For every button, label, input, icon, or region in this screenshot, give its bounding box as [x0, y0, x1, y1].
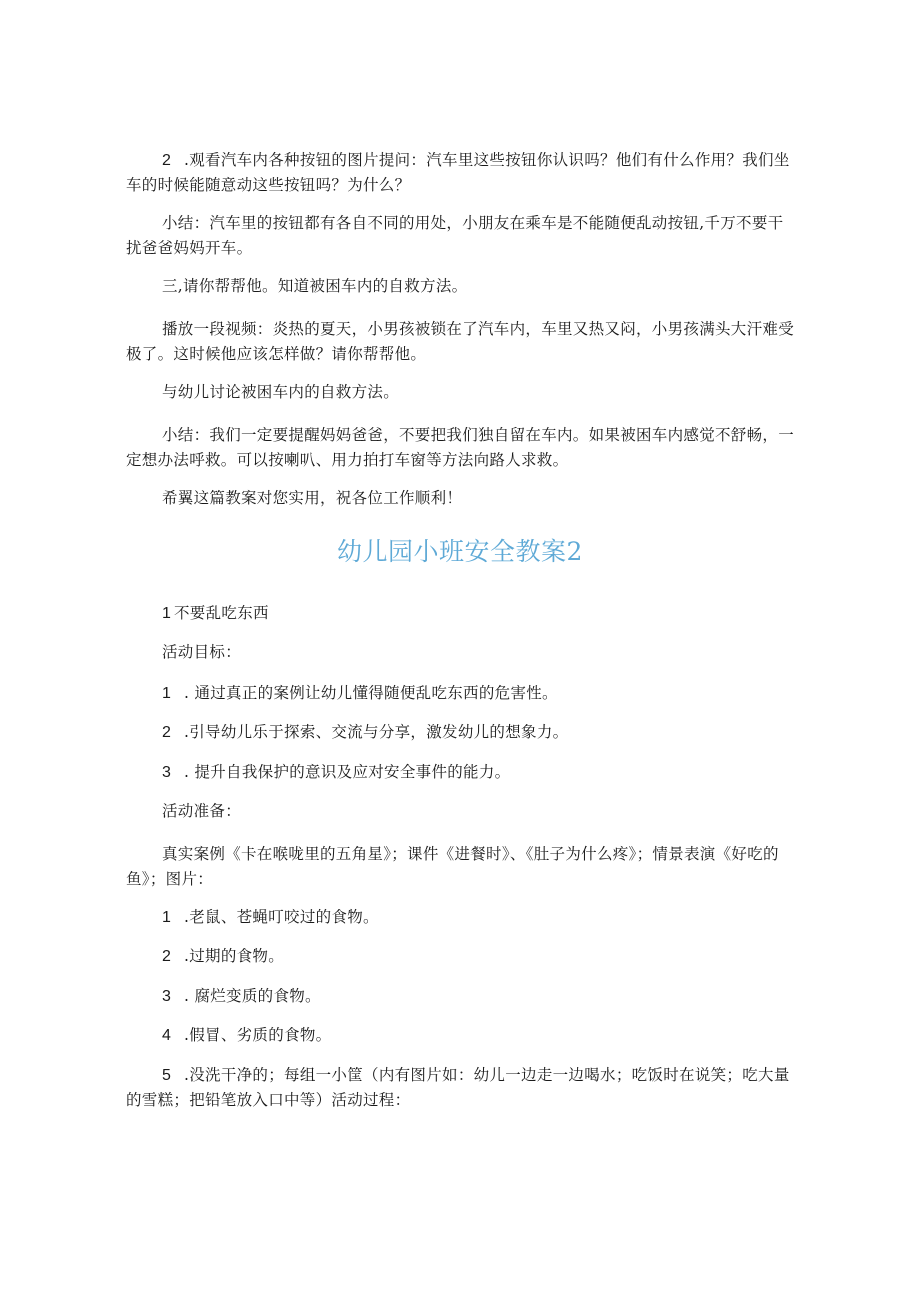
list-number: 2: [162, 724, 172, 741]
list-number: 1: [162, 605, 172, 622]
goal-text: . 提升自我保护的意识及应对安全事件的能力。: [184, 763, 511, 781]
paragraph-discuss: 与幼儿讨论被困车内的自救方法。: [162, 383, 400, 401]
material-text: .假冒、劣质的食物。: [184, 1026, 332, 1044]
goal-item: [126, 760, 798, 785]
material-item: [126, 1063, 798, 1113]
paragraph-video: 播放一段视频：炎热的夏天，小男孩被锁在了汽车内，车里又热又闷，小男孩满头大汗难受极了。这时候他应该怎样做？请你帮帮他。: [126, 320, 795, 363]
list-number: 1: [162, 685, 172, 702]
list-number: 2: [162, 152, 172, 169]
list-number: 1: [162, 909, 172, 926]
lesson-heading-text: 不要乱吃东西: [174, 604, 269, 622]
goal-text: .引导幼儿乐于探索、交流与分享，激发幼儿的想象力。: [184, 723, 569, 741]
section-heading-help: 三,请你帮帮他。知道被困车内的自救方法。: [162, 277, 468, 295]
material-item: [126, 1023, 798, 1048]
paragraph-summary-1: 小结：汽车里的按钮都有各自不同的用处，小朋友在乘车是不能随便乱动按钮,千万不要干扰爸爸妈妈开车。: [126, 214, 784, 257]
material-text: .老鼠、苍蝇叮咬过的食物。: [184, 908, 379, 926]
material-text: .过期的食物。: [184, 947, 285, 965]
list-number: 3: [162, 988, 172, 1005]
paragraph-wish: 希翼这篇教案对您实用，祝各位工作顺利！: [162, 489, 463, 507]
goals-heading: 活动目标：: [162, 643, 242, 661]
material-item: [126, 905, 798, 930]
paragraph-summary-2: 小结：我们一定要提醒妈妈爸爸，不要把我们独自留在车内。如果被困车内感觉不舒畅，一定想办法呼救。可以按喇叭、用力拍打车窗等方法向路人求救。: [126, 426, 795, 469]
list-number: 4: [162, 1027, 172, 1044]
paragraph-text: .观看汽车内各种按钮的图片提问：汽车里这些按钮你认识吗？他们有什么作用？我们坐车的时候能随意动这些按钮吗？为什么？: [126, 151, 790, 194]
paragraph-car-buttons: [126, 148, 798, 198]
preparation-heading: 活动准备：: [162, 802, 242, 820]
material-text: .没洗干净的；每组一小筐（内有图片如：幼儿一边走一边喝水；吃饭时在说笑；吃大量的雪糕；把铅笔放入口中等）活动过程：: [126, 1066, 790, 1109]
list-number: 2: [162, 948, 172, 965]
lesson-heading: [126, 601, 798, 626]
section-title: 幼儿园小班安全教案2: [337, 537, 583, 566]
list-number: 5: [162, 1067, 172, 1084]
list-number: 3: [162, 764, 172, 781]
material-item: [126, 984, 798, 1009]
material-item: [126, 944, 798, 969]
goal-item: [126, 720, 798, 745]
paragraph-materials: 真实案例《卡在喉咙里的五角星》；课件《进餐时》、《肚子为什么疼》；情景表演《好吃的鱼》；图片：: [126, 845, 779, 888]
goal-item: [126, 681, 798, 706]
material-text: . 腐烂变质的食物。: [184, 987, 321, 1005]
goal-text: . 通过真正的案例让幼儿懂得随便乱吃东西的危害性。: [184, 684, 558, 702]
